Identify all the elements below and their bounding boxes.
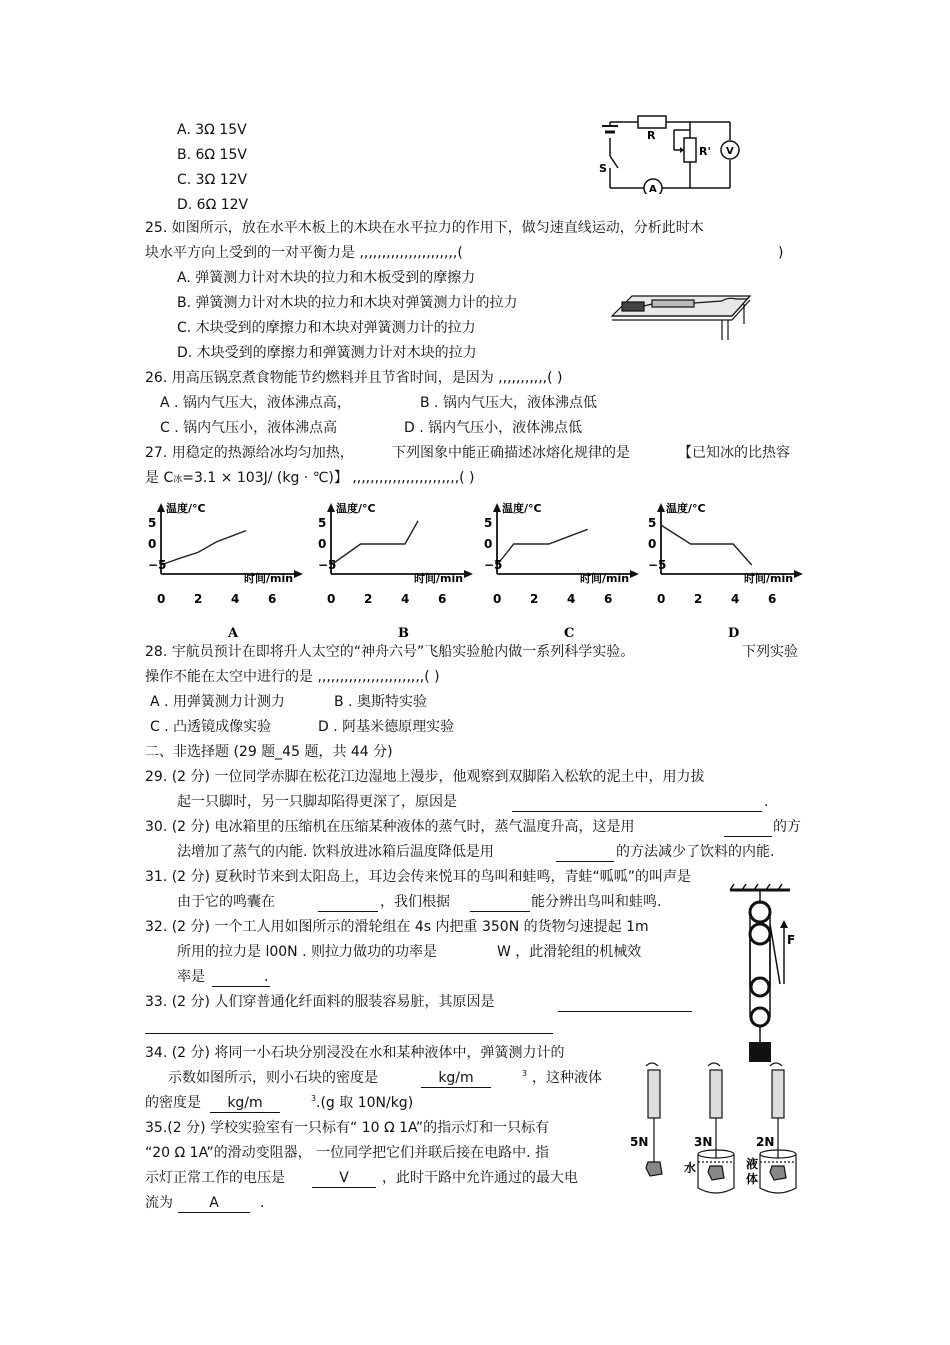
q34-stem-part1: 示数如图所示，则小石块的密度是 <box>168 1070 378 1086</box>
q27-stem-part3: 【已知冰的比热容 <box>678 445 790 461</box>
y-axis-label: 温度/°C <box>502 502 542 515</box>
q29-stem-line1: 29. (2 分) 一位同学赤脚在松花江边湿地上漫步，他观察到双脚陷入松软的泥土中，用力拔 <box>145 769 705 785</box>
q31-stem-line1: 31. (2 分) 夏秋时节来到太阳岛上，耳边会传来悦耳的鸟叫和蛙鸣，青蛙“呱呱”的叫声是 <box>145 869 691 885</box>
graph-c <box>484 498 644 640</box>
q34-answer-blank-1[interactable]: kg/m <box>421 1070 491 1088</box>
x-tick-label: 6 <box>438 592 447 606</box>
q35-answer-blank-2[interactable]: A <box>178 1195 250 1213</box>
x-axis-arrow <box>630 570 639 578</box>
x-tick-label: 4 <box>731 592 740 606</box>
temperature-curve <box>161 531 246 565</box>
q25-stem-line1: 25. 如图所示，放在水平木板上的木块在水平拉力的作用下，做匀速直线运动，分析此时木 <box>145 220 704 236</box>
q25-stem-line2: 块水平方向上受到的一对平衡力是 ,,,,,,,,,,,,,,,,,,,,,,( <box>145 245 463 261</box>
x-tick-label: 4 <box>567 592 576 606</box>
spring-scale-figure <box>628 1058 812 1208</box>
q33-answer-blank-2[interactable] <box>145 1033 553 1034</box>
x-tick-label: 0 <box>157 592 166 606</box>
y-tick-label: −5 <box>484 558 503 572</box>
q26-stem: 26. 用高压锅烹煮食物能节约燃料并且节省时间，是因为 ,,,,,,,,,,,( ) <box>145 370 563 386</box>
y-axis-arrow <box>327 503 335 512</box>
q31-stem-part3: 能分辨出鸟叫和蛙鸣. <box>531 894 662 910</box>
q27-stem-part2: 下列图象中能正确描述冰熔化规律的是 <box>392 445 630 461</box>
q32-stem-part2: W ，此滑轮组的机械效 <box>497 944 642 960</box>
scale-reading-liquid: 2N <box>756 1135 775 1149</box>
x-axis-arrow <box>794 570 803 578</box>
x-axis-label: 时间/min <box>414 572 464 585</box>
y-axis-arrow <box>157 503 165 512</box>
q35-stem-line1: 35.(2 分) 学校实验室有一只标有“ 10 Ω 1A”的指示灯和一只标有 <box>145 1120 550 1136</box>
q35-stem-part1: 示灯正常工作的电压是 <box>145 1170 285 1186</box>
section-2-heading: 二、非选择题 (29 题_45 题，共 44 分) <box>145 744 393 760</box>
x-axis-label: 时间/min <box>744 572 794 585</box>
q24-option-b: B. 6Ω 15V <box>177 147 247 163</box>
q25-option-a: A. 弹簧测力计对木块的拉力和木板受到的摩擦力 <box>177 270 476 286</box>
y-tick-label: 0 <box>318 537 327 551</box>
q30-answer-blank-2[interactable] <box>556 844 614 862</box>
liquid-label-1: 液 <box>746 1157 759 1171</box>
y-tick-label: 5 <box>648 516 657 530</box>
water-label: 水 <box>684 1161 697 1175</box>
q32-stem-part4: . <box>264 969 269 985</box>
y-axis-label: 温度/°C <box>666 502 706 515</box>
y-axis-arrow <box>493 503 501 512</box>
q27-stem-part1: 27. 用稳定的热源给冰均匀加热， <box>145 445 354 461</box>
y-axis-label: 温度/°C <box>166 502 206 515</box>
graph-b <box>318 498 478 640</box>
y-tick-label: 5 <box>484 516 493 530</box>
q27-stem-line2: 是 C冰=3.1 × 103J/ (kg · ℃)】 ,,,,,,,,,,,,,,,,,,,,,,,,( ) <box>145 470 475 486</box>
x-tick-label: 6 <box>768 592 777 606</box>
q25-close-paren: ) <box>778 245 784 261</box>
rheostat-label: R' <box>699 145 711 158</box>
q31-stem-part2: ，我们根据 <box>380 894 450 910</box>
q31-answer-blank-1[interactable] <box>318 894 378 912</box>
q26-option-c: C . 锅内气压小，液体沸点高 <box>160 420 338 436</box>
y-axis-arrow <box>657 503 665 512</box>
q28-option-c: C . 凸透镜成像实验 <box>150 719 272 735</box>
q34-answer-blank-2[interactable]: kg/m <box>210 1095 280 1113</box>
graph-a <box>148 498 308 640</box>
q30-answer-blank-1[interactable] <box>724 819 772 837</box>
q26-option-b: B . 锅内气压大，液体沸点低 <box>420 395 597 411</box>
x-tick-label: 4 <box>231 592 240 606</box>
q34-unit2-exponent: 3 <box>311 1094 317 1103</box>
q29-period: . <box>764 794 769 810</box>
x-tick-label: 6 <box>268 592 277 606</box>
ammeter-label: A <box>649 184 657 194</box>
q28-option-d: D . 阿基米德原理实验 <box>318 719 455 735</box>
y-tick-label: 0 <box>648 537 657 551</box>
q29-stem-line2: 起一只脚时，另一只脚却陷得更深了，原因是 <box>177 794 457 810</box>
q31-stem-part1: 由于它的鸣囊在 <box>177 894 275 910</box>
q35-stem-part2: ，此时干路中允许通过的最大电 <box>382 1170 578 1186</box>
q32-stem-part3: 率是 <box>177 969 205 985</box>
q35-answer-blank-1[interactable]: V <box>312 1170 376 1188</box>
x-axis-label: 时间/min <box>244 572 294 585</box>
q26-option-d: D . 锅内气压小，液体沸点低 <box>404 420 583 436</box>
x-axis-label: 时间/min <box>580 572 630 585</box>
q34-stem-part2: ，这种液体 <box>532 1070 602 1086</box>
q25-option-b: B. 弹簧测力计对木块的拉力和木块对弹簧测力计的拉力 <box>177 295 518 311</box>
temperature-curve <box>661 525 752 565</box>
q28-stem-line2: 操作不能在太空中进行的是 ,,,,,,,,,,,,,,,,,,,,,,,,( ) <box>145 669 440 685</box>
switch-label: S <box>599 162 607 175</box>
voltmeter-label: V <box>726 146 734 157</box>
q30-stem-part3: 法增加了蒸气的内能. 饮料放进冰箱后温度降低是用 <box>177 844 494 860</box>
q28-option-a: A . 用弹簧测力计测力 <box>150 694 285 710</box>
scale-reading-water: 3N <box>694 1135 713 1149</box>
x-tick-label: 0 <box>657 592 666 606</box>
q26-option-a: A . 锅内气压大，液体沸点高， <box>160 395 351 411</box>
force-f-label: F <box>787 933 796 947</box>
x-tick-label: 2 <box>530 592 539 606</box>
x-tick-label: 4 <box>401 592 410 606</box>
y-tick-label: −5 <box>648 558 667 572</box>
y-axis-label: 温度/°C <box>336 502 376 515</box>
q35-stem-part4: . <box>260 1195 265 1211</box>
circuit-diagram <box>596 112 744 194</box>
x-axis-arrow <box>464 570 473 578</box>
q24-option-d: D. 6Ω 12V <box>177 197 249 213</box>
y-tick-label: 5 <box>318 516 327 530</box>
graph-name: B <box>398 626 409 640</box>
y-tick-label: −5 <box>148 558 167 572</box>
q24-option-a: A. 3Ω 15V <box>177 122 247 138</box>
y-tick-label: 0 <box>484 537 493 551</box>
x-axis-arrow <box>294 570 303 578</box>
q34-stem-line1: 34. (2 分) 将同一小石块分别浸没在水和某种液体中，弹簧测力计的 <box>145 1045 565 1061</box>
q28-option-b: B . 奥斯特实验 <box>334 694 427 710</box>
graph-name: D <box>728 626 740 640</box>
q30-stem-part1: 30. (2 分) 电冰箱里的压缩机在压缩某种液体的蒸气时，蒸气温度升高，这是用 <box>145 819 635 835</box>
q35-stem-line2: “20 Ω 1A”的滑动变阻器， 一位同学把它们并联后接在电路中. 指 <box>145 1145 550 1161</box>
temperature-curve <box>331 521 418 565</box>
y-tick-label: 0 <box>148 537 157 551</box>
q33-answer-blank-1[interactable] <box>558 994 692 1012</box>
q34-stem-part4: .(g 取 10N/kg) <box>316 1095 414 1111</box>
pulley-system-figure <box>720 884 800 1064</box>
y-tick-label: 5 <box>148 516 157 530</box>
q30-stem-part4: 的方法减少了饮料的内能. <box>616 844 775 860</box>
q29-answer-blank[interactable] <box>512 794 762 812</box>
q32-answer-blank[interactable] <box>212 969 270 987</box>
q34-unit1-exponent: 3 <box>522 1069 528 1078</box>
liquid-label-2: 体 <box>746 1172 759 1186</box>
x-tick-label: 0 <box>327 592 336 606</box>
q28-stem-part1: 28. 宇航员预计在即将升人太空的“神舟六号”飞船实验舱内做一系列科学实验。 <box>145 644 635 660</box>
x-tick-label: 2 <box>694 592 703 606</box>
q25-option-d: D. 木块受到的摩擦力和弹簧测力计对木块的拉力 <box>177 345 477 361</box>
q31-answer-blank-2[interactable] <box>470 894 530 912</box>
x-tick-label: 2 <box>364 592 373 606</box>
scale-reading-air: 5N <box>630 1135 649 1149</box>
q34-stem-part3: 的密度是 <box>145 1095 201 1111</box>
x-tick-label: 0 <box>493 592 502 606</box>
graph-d <box>648 498 808 640</box>
friction-experiment-figure <box>604 290 754 342</box>
resistor-r-label: R <box>647 129 656 142</box>
q24-option-c: C. 3Ω 12V <box>177 172 248 188</box>
temperature-curve <box>497 529 588 565</box>
q25-option-c: C. 木块受到的摩擦力和木块对弹簧测力计的拉力 <box>177 320 476 336</box>
q30-stem-part2: 的方 <box>773 819 801 835</box>
q32-stem-part1: 所用的拉力是 l00N . 则拉力做功的功率是 <box>177 944 437 960</box>
x-tick-label: 6 <box>604 592 613 606</box>
q35-stem-part3: 流为 <box>145 1195 173 1211</box>
q28-stem-part2: 下列实验 <box>742 644 798 660</box>
q33-stem: 33. (2 分) 人们穿普通化纤面料的服装容易脏，其原因是 <box>145 994 495 1010</box>
q32-stem-line1: 32. (2 分) 一个工人用如图所示的滑轮组在 4s 内把重 350N 的货物匀速提起 1m <box>145 919 649 935</box>
graph-name: A <box>228 626 239 640</box>
graph-name: C <box>564 626 575 640</box>
x-tick-label: 2 <box>194 592 203 606</box>
y-tick-label: −5 <box>318 558 337 572</box>
